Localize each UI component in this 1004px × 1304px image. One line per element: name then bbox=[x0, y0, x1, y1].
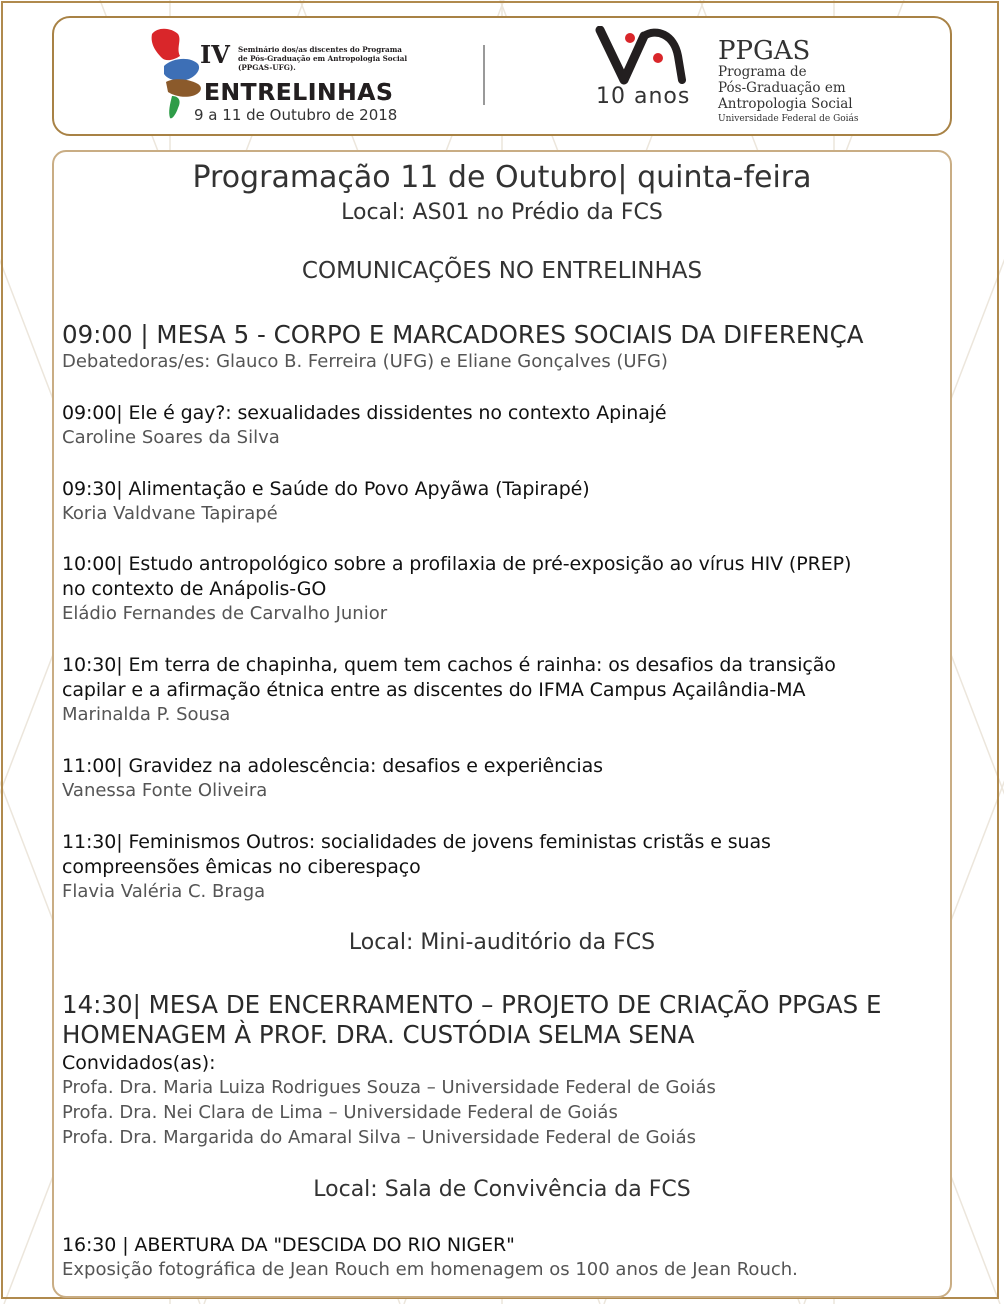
guests-label: Convidados(as): bbox=[62, 1052, 216, 1074]
ppgas-acronym: PPGAS bbox=[718, 36, 811, 66]
talk-title: 11:00| Gravidez na adolescência: desafios e experiências bbox=[62, 755, 603, 777]
event-subtitle: Seminário dos/as discentes do Programa de Pós-Graduação em Antropologia Social (PPGAS-UFG). bbox=[238, 45, 408, 72]
talk-author: Vanessa Fonte Oliveira bbox=[62, 780, 268, 801]
talk-title: 10:00| Estudo antropológico sobre a profilaxia de pré-exposição ao vírus HIV (PREP) bbox=[62, 553, 852, 575]
talk-title: compreensões êmicas no ciberespaço bbox=[62, 856, 421, 878]
location-heading: Local: Mini-auditório da FCS bbox=[348, 930, 656, 955]
encerramento-heading: 14:30| MESA DE ENCERRAMENTO – PROJETO DE CRIAÇÃO PPGAS E bbox=[62, 990, 882, 1019]
event-name: ENTRELINHAS bbox=[204, 80, 394, 106]
ppgas-name-line: Antropologia Social bbox=[718, 96, 853, 112]
event-edition: IV bbox=[200, 40, 230, 69]
talk-title: 09:30| Alimentação e Saúde do Povo Apyãwa (Tapirapé) bbox=[62, 478, 590, 500]
talk-title: capilar e a afirmação étnica entre as discentes do IFMA Campus Açailândia-MA bbox=[62, 679, 806, 701]
guest-item: Profa. Dra. Nei Clara de Lima – Universidade Federal de Goiás bbox=[62, 1102, 618, 1123]
guest-item: Profa. Dra. Maria Luiza Rodrigues Souza – Universidade Federal de Goiás bbox=[62, 1077, 716, 1098]
mesa-debaters: Debatedoras/es: Glauco B. Ferreira (UFG) e Eliane Gonçalves (UFG) bbox=[62, 351, 668, 372]
header-divider bbox=[483, 45, 485, 105]
talk-author: Eládio Fernandes de Carvalho Junior bbox=[62, 603, 388, 624]
abertura-description: Exposição fotográfica de Jean Rouch em homenagem os 100 anos de Jean Rouch. bbox=[62, 1259, 798, 1280]
talk-author: Marinalda P. Sousa bbox=[62, 704, 231, 725]
ppgas-name-line: Programa de bbox=[718, 64, 807, 80]
mesa-heading: 09:00 | MESA 5 - CORPO E MARCADORES SOCIAIS DA DIFERENÇA bbox=[62, 320, 864, 349]
ppgas-logo-icon bbox=[594, 26, 686, 86]
talk-author: Flavia Valéria C. Braga bbox=[62, 881, 266, 902]
guest-item: Profa. Dra. Margarida do Amaral Silva – Universidade Federal de Goiás bbox=[62, 1127, 696, 1148]
abertura-heading: 16:30 | ABERTURA DA "DESCIDA DO RIO NIGER" bbox=[62, 1234, 515, 1256]
location-heading: Local: Sala de Convivência da FCS bbox=[313, 1177, 691, 1202]
talk-title: 10:30| Em terra de chapinha, quem tem cachos é rainha: os desafios da transição bbox=[62, 654, 836, 676]
event-dates: 9 a 11 de Outubro de 2018 bbox=[194, 106, 398, 124]
location-heading: Local: AS01 no Prédio da FCS bbox=[341, 200, 663, 225]
ppgas-university: Universidade Federal de Goiás bbox=[718, 114, 859, 124]
talk-title: no contexto de Anápolis-GO bbox=[62, 578, 327, 600]
encerramento-heading: HOMENAGEM À PROF. DRA. CUSTÓDIA SELMA SENA bbox=[62, 1020, 695, 1049]
talk-author: Koria Valdvane Tapirapé bbox=[62, 503, 278, 524]
page-title: Programação 11 de Outubro| quinta-feira bbox=[192, 160, 812, 195]
section-title: COMUNICAÇÕES NO ENTRELINHAS bbox=[301, 258, 703, 284]
talk-title: 09:00| Ele é gay?: sexualidades dissidentes no contexto Apinajé bbox=[62, 402, 667, 424]
ppgas-anniversary: 10 anos bbox=[596, 84, 691, 109]
talk-author: Caroline Soares da Silva bbox=[62, 427, 280, 448]
talk-title: 11:30| Feminismos Outros: socialidades de jovens feministas cristãs e suas bbox=[62, 831, 771, 853]
ppgas-name-line: Pós-Graduação em bbox=[718, 80, 846, 96]
